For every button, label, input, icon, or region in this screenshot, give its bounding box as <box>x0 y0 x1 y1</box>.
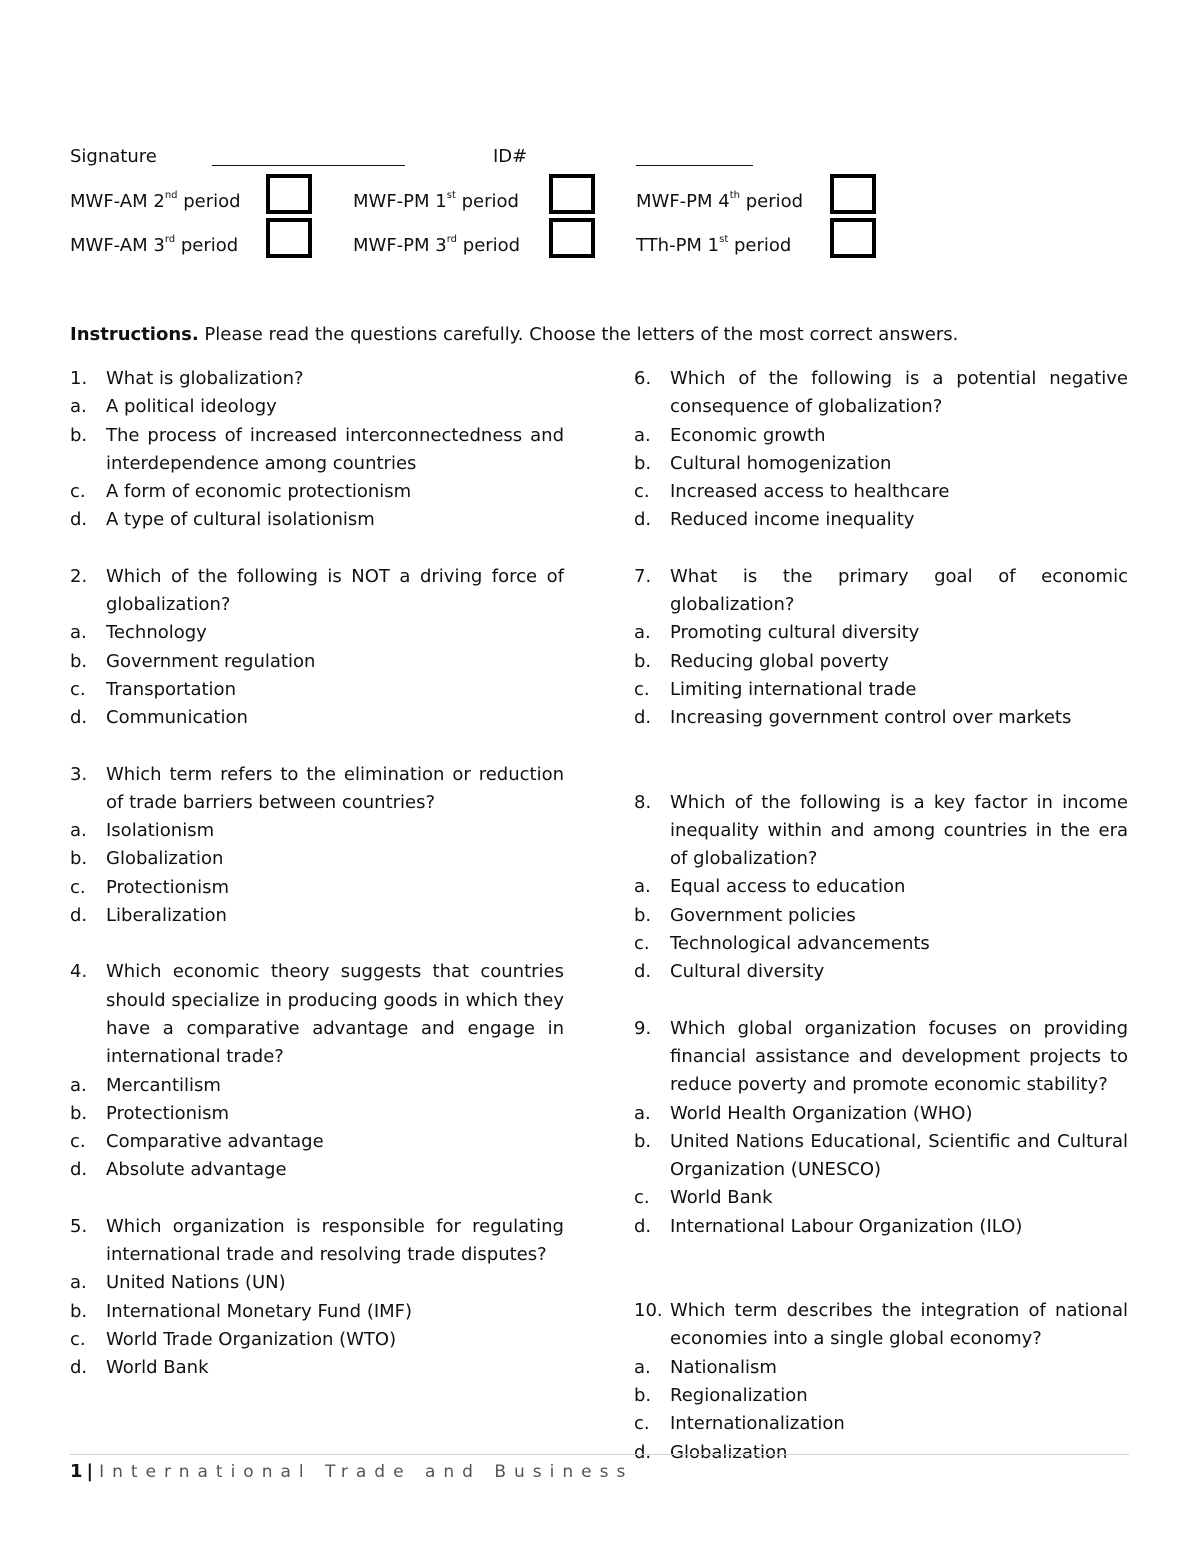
option-a[interactable]: a. A political ideology <box>70 396 277 418</box>
question-stem: Which organization is responsible for regulating international trade and resolving trade disputes? <box>106 1215 564 1266</box>
question-stem: Which of the following is NOT a driving force of globalization? <box>106 565 564 616</box>
question-9 <box>634 1015 1128 1241</box>
signature-line[interactable] <box>212 165 405 166</box>
instructions <box>70 321 958 349</box>
option-a[interactable]: a. Isolationism <box>70 820 215 842</box>
option-b[interactable]: b. United Nations Educational, Scientific and Cultural Organization (UNESCO) <box>634 1130 1128 1181</box>
question-number: 1. <box>70 368 88 389</box>
option-d[interactable]: d. Increasing government control over markets <box>634 707 1072 729</box>
period-checkbox-mwf-am-2nd[interactable] <box>266 174 312 214</box>
footer-separator: | <box>86 1461 94 1482</box>
page-footer <box>70 1460 633 1484</box>
option-b[interactable]: b. Regionalization <box>634 1384 808 1406</box>
period-label-mwf-am-2nd: MWF-AM 2nd period <box>70 190 241 212</box>
instructions-label: Instructions. <box>70 324 199 345</box>
question-number: 5. <box>70 1215 88 1237</box>
option-b[interactable]: b. International Monetary Fund (IMF) <box>70 1300 413 1322</box>
question-number: 2. <box>70 565 88 587</box>
question-7 <box>634 563 1128 733</box>
question-8 <box>634 789 1128 987</box>
option-c[interactable]: c. Limiting international trade <box>634 678 917 700</box>
option-a[interactable]: a. World Health Organization (WHO) <box>634 1102 973 1124</box>
period-label-tth-pm-1st: TTh-PM 1st period <box>636 234 792 256</box>
option-a[interactable]: a. United Nations (UN) <box>70 1272 286 1294</box>
id-label: ID# <box>493 146 528 167</box>
option-c[interactable]: c. A form of economic protectionism <box>70 481 412 503</box>
question-number: 8. <box>634 791 652 813</box>
option-c[interactable]: c. Technological advancements <box>634 933 930 955</box>
question-number: 9. <box>634 1017 652 1039</box>
option-b[interactable]: b. Cultural homogenization <box>634 452 892 474</box>
page-number: 1 <box>70 1461 83 1482</box>
option-d[interactable]: d. Reduced income inequality <box>634 509 915 531</box>
signature-label: Signature <box>70 146 157 167</box>
option-b[interactable]: b. Globalization <box>70 848 224 870</box>
question-number: 10. <box>634 1300 663 1322</box>
period-label-mwf-am-3rd: MWF-AM 3rd period <box>70 234 239 256</box>
option-b[interactable]: b. Government regulation <box>70 650 316 672</box>
question-1 <box>70 365 564 535</box>
option-d[interactable]: d. A type of cultural isolationism <box>70 509 375 531</box>
question-stem: What is globalization? <box>106 368 304 389</box>
question-10 <box>634 1297 1128 1467</box>
question-stem: Which term describes the integration of national economies into a single global economy? <box>670 1300 1128 1350</box>
question-stem: Which of the following is a potential negative consequence of globalization? <box>670 368 1128 418</box>
question-number: 6. <box>634 368 652 389</box>
option-a[interactable]: a. Mercantilism <box>70 1074 221 1096</box>
option-a[interactable]: a. Nationalism <box>634 1356 777 1378</box>
question-6 <box>634 365 1128 535</box>
period-checkbox-mwf-pm-4th[interactable] <box>830 174 876 214</box>
question-stem: Which global organization focuses on providing financial assistance and development projects to reduce poverty and promote economic stability? <box>670 1017 1128 1096</box>
question-stem: Which of the following is a key factor in income inequality within and among countries in the era of globalization? <box>670 791 1128 870</box>
question-number: 4. <box>70 961 88 983</box>
period-label-mwf-pm-1st: MWF-PM 1st period <box>353 190 519 212</box>
question-number: 7. <box>634 565 652 587</box>
option-c[interactable]: c. Transportation <box>70 678 236 700</box>
option-c[interactable]: c. Comparative advantage <box>70 1131 324 1153</box>
question-number: 3. <box>70 763 88 785</box>
option-d[interactable]: d. International Labour Organization (ILO) <box>634 1215 1023 1237</box>
footer-divider <box>70 1454 1129 1455</box>
period-label-mwf-pm-4th: MWF-PM 4th period <box>636 190 804 212</box>
question-5 <box>70 1213 564 1383</box>
question-stem: Which economic theory suggests that countries should specialize in producing goods in which they have a comparative advantage and engage in international trade? <box>106 961 564 1068</box>
question-stem: What is the primary goal of economic globalization? <box>670 565 1128 616</box>
period-checkbox-mwf-am-3rd[interactable] <box>266 218 312 258</box>
option-c[interactable]: c. World Bank <box>634 1187 773 1209</box>
question-stem: Which term refers to the elimination or reduction of trade barriers between countries? <box>106 763 564 813</box>
option-a[interactable]: a. Economic growth <box>634 424 826 446</box>
course-title: International Trade and Business <box>99 1462 634 1482</box>
option-d[interactable]: d. Globalization <box>634 1441 788 1463</box>
option-a[interactable]: a. Promoting cultural diversity <box>634 622 920 644</box>
option-a[interactable]: a. Equal access to education <box>634 876 906 898</box>
option-d[interactable]: d. Cultural diversity <box>634 961 825 983</box>
period-checkbox-mwf-pm-3rd[interactable] <box>549 218 595 258</box>
id-line[interactable] <box>636 165 753 166</box>
option-b[interactable]: b. The process of increased interconnectedness and interdependence among countries <box>70 424 564 474</box>
option-c[interactable]: c. Internationalization <box>634 1413 845 1435</box>
option-c[interactable]: c. Increased access to healthcare <box>634 481 950 503</box>
option-b[interactable]: b. Government policies <box>634 904 856 926</box>
option-d[interactable]: d. Communication <box>70 707 248 729</box>
period-checkbox-mwf-pm-1st[interactable] <box>549 174 595 214</box>
question-3 <box>70 761 564 931</box>
questions-right-column <box>634 365 1128 1467</box>
option-d[interactable]: d. Liberalization <box>70 905 227 927</box>
period-checkbox-tth-pm-1st[interactable] <box>830 218 876 258</box>
option-b[interactable]: b. Reducing global poverty <box>634 650 889 672</box>
instructions-text: Please read the questions carefully. Choose the letters of the most correct answers. <box>198 324 959 345</box>
option-d[interactable]: d. World Bank <box>70 1357 209 1379</box>
option-d[interactable]: d. Absolute advantage <box>70 1159 287 1181</box>
option-c[interactable]: c. World Trade Organization (WTO) <box>70 1328 397 1350</box>
option-b[interactable]: b. Protectionism <box>70 1102 229 1124</box>
question-4 <box>70 958 564 1184</box>
questions-left-column <box>70 365 564 1383</box>
period-label-mwf-pm-3rd: MWF-PM 3rd period <box>353 234 521 256</box>
option-c[interactable]: c. Protectionism <box>70 876 229 898</box>
option-a[interactable]: a. Technology <box>70 622 207 644</box>
question-2 <box>70 563 564 733</box>
